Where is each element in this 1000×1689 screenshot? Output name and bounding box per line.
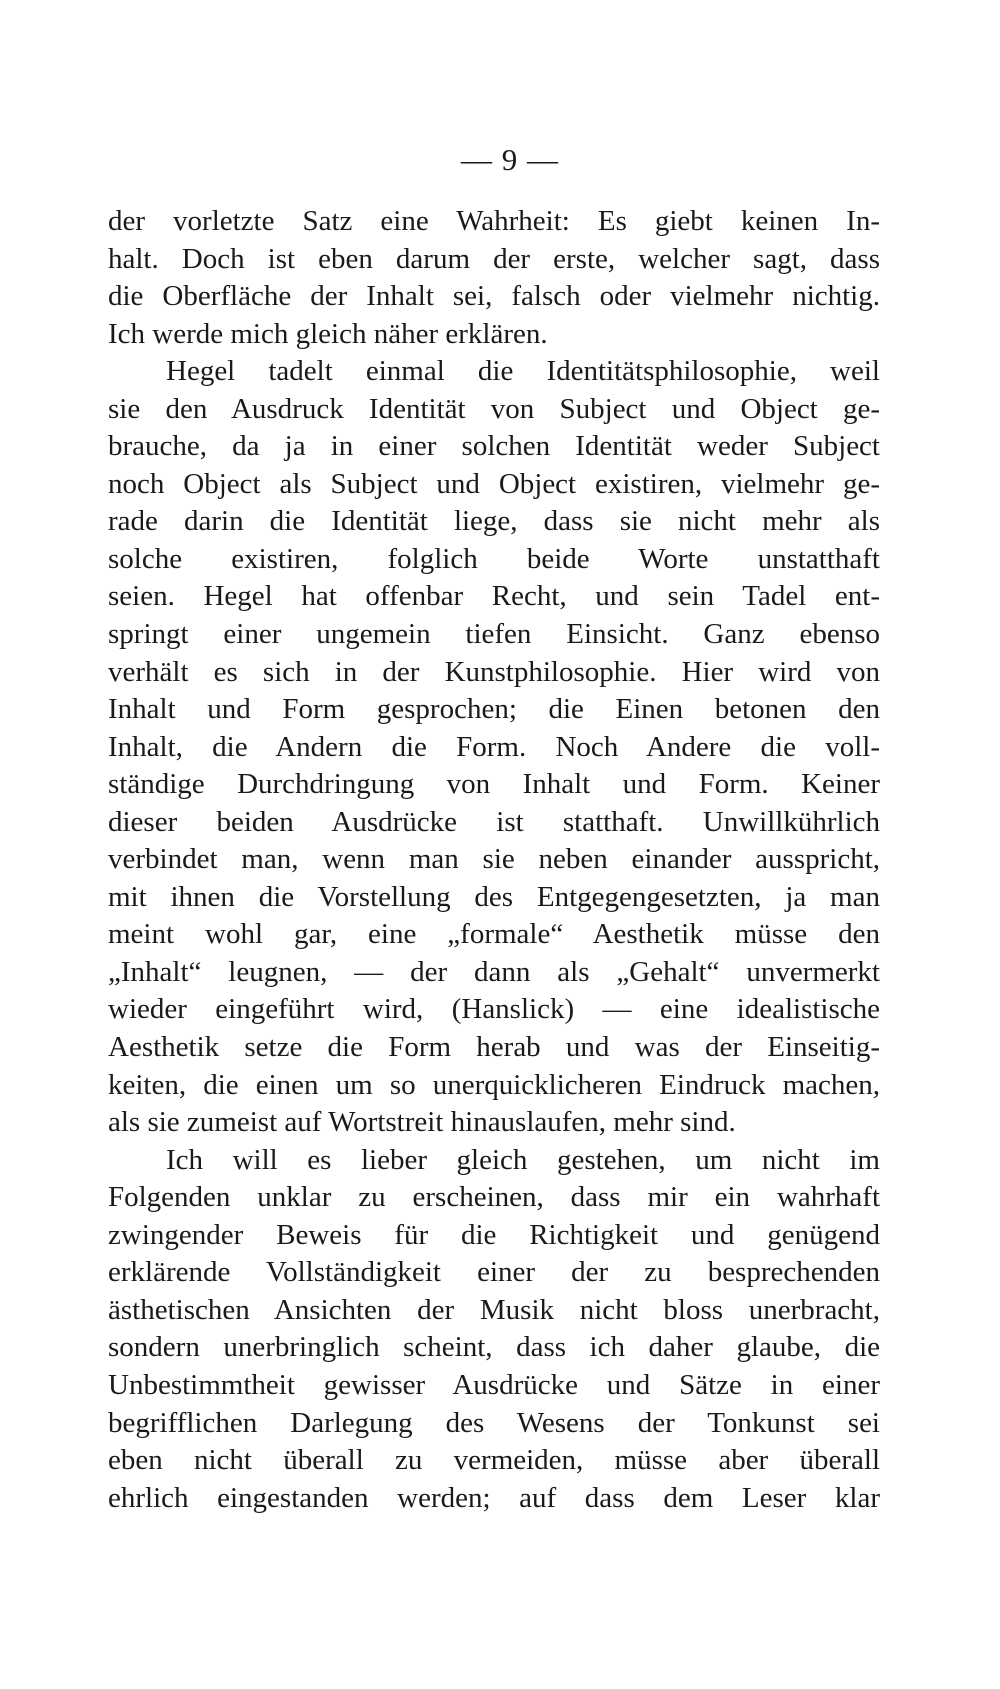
text-line: meint wohl gar, eine „formale“ Aesthetik müsse den (108, 918, 880, 951)
text-line: mit ihnen die Vorstellung des Entgegengesetzten, ja man (108, 880, 880, 913)
text-line: sondern unerbringlich scheint, dass ich daher glaube, die (108, 1331, 880, 1364)
paragraph-end-line: Ich werde mich gleich näher erklären. (108, 317, 548, 350)
text-line: wieder eingeführt wird, (Hanslick) — eine idealistische (108, 993, 880, 1026)
text-line: halt. Doch ist eben darum der erste, welcher sagt, dass (108, 242, 880, 275)
text-line: erklärende Vollständigkeit einer der zu besprechenden (108, 1256, 880, 1289)
text-line: zwingender Beweis für die Richtigkeit und genügend (108, 1218, 880, 1251)
text-line: der vorletzte Satz eine Wahrheit: Es giebt keinen In- (108, 205, 880, 237)
text-line: Inhalt, die Andern die Form. Noch Andere die voll- (108, 730, 880, 763)
text-line: die Oberfläche der Inhalt sei, falsch oder vielmehr nichtig. (108, 280, 880, 313)
body-text (108, 203, 880, 1517)
text-line: solche existiren, folglich beide Worte unstatthaft (108, 542, 880, 575)
text-line: Inhalt und Form gesprochen; die Einen betonen den (108, 693, 880, 726)
text-line: verhält es sich in der Kunstphilosophie. Hier wird von (108, 655, 880, 688)
text-line: verbindet man, wenn man sie neben einander ausspricht, (108, 843, 880, 876)
text-line: „Inhalt“ leugnen, — der dann als „Gehalt“ unvermerkt (108, 955, 880, 988)
paragraph-start-line: Hegel tadelt einmal die Identitätsphilosophie, weil (166, 355, 880, 388)
text-line: Unbestimmtheit gewisser Ausdrücke und Sätze in einer (108, 1368, 880, 1401)
text-line: seien. Hegel hat offenbar Recht, und sein Tadel ent- (108, 580, 880, 613)
text-line: dieser beiden Ausdrücke ist statthaft. Unwillkührlich (108, 805, 880, 838)
text-line: begrifflichen Darlegung des Wesens der Tonkunst sei (108, 1406, 880, 1439)
text-line: noch Object als Subject und Object existiren, vielmehr ge- (108, 467, 880, 500)
text-line: ehrlich eingestanden werden; auf dass dem Leser klar (108, 1481, 880, 1514)
text-line: Folgenden unklar zu erscheinen, dass mir ein wahrhaft (108, 1181, 880, 1214)
text-line: keiten, die einen um so unerquicklicheren Eindruck machen, (108, 1068, 880, 1101)
text-line: brauche, da ja in einer solchen Identität weder Subject (108, 430, 880, 463)
text-line: eben nicht überall zu vermeiden, müsse aber überall (108, 1444, 880, 1477)
text-line: Aesthetik setze die Form herab und was der Einseitig- (108, 1031, 880, 1064)
text-line: sie den Ausdruck Identität von Subject und Object ge- (108, 392, 880, 425)
text-line: ästhetischen Ansichten der Musik nicht bloss unerbracht, (108, 1293, 880, 1326)
page-number: — 9 — (461, 142, 559, 177)
text-line: ständige Durchdringung von Inhalt und Form. Keiner (108, 768, 880, 801)
paragraph-start-line: Ich will es lieber gleich gestehen, um nicht im (166, 1143, 880, 1176)
paragraph-end-line: als sie zumeist auf Wortstreit hinauslaufen, mehr sind. (108, 1106, 736, 1139)
text-line: rade darin die Identität liege, dass sie nicht mehr als (108, 505, 880, 538)
text-line: springt einer ungemein tiefen Einsicht. Ganz ebenso (108, 618, 880, 651)
